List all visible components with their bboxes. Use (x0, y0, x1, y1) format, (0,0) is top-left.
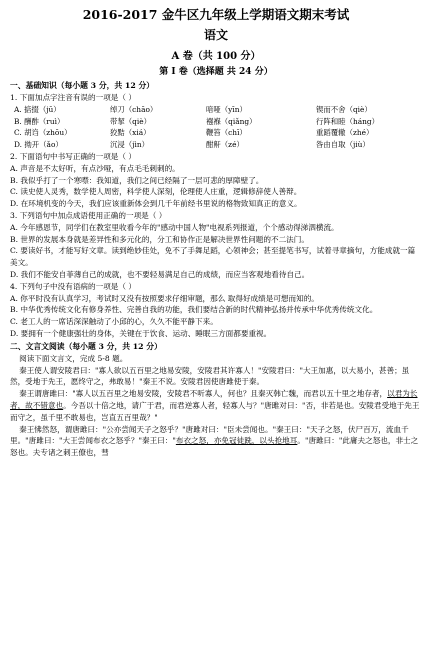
q1-opt-d3: 酣鼾（zé） (206, 140, 244, 150)
q1-opt-d1: D. 拗开（ǎo） (14, 140, 63, 150)
exam-title: 2016-2017 金牛区九年级上学期语文期末考试 (82, 7, 350, 22)
section1-heading: 一、基础知识（每小题 3 分，共 12 分） (10, 81, 155, 90)
q3-option-c: C. 要读好书，才能写好文章。读到绝妙佳处，免不了手舞足蹈，心领神会；甚至提笔书写，试着寻章摘句，方能成就一篇美文。 (10, 246, 416, 268)
q1-opt-c3: 鞭笞（chī） (206, 128, 247, 138)
q2-option-a: A. 声音是不太好听，有点沙哑，有点毛毛刺刺的。 (10, 163, 180, 173)
underlined-sentence-1: 以君为长者，故不错意也 (10, 389, 418, 410)
passage-text: 秦王谓唐雎曰："寡人以五百里之地易安陵，安陵君不听寡人，何也？且秦灭韩亡魏，而君以五十里之地存者， (19, 389, 388, 399)
q4-option-d: D. 要拥有一个健康强壮的身体，关键在于饮食、运动、睡眠三方面都要重视。 (10, 328, 272, 338)
q3-option-b: B. 世界的发展本身就是差异性和多元化的，分工和协作正是解决世界性问题的不二法门。 (10, 234, 309, 244)
q1-opt-a2: 绰刀（chāo） (110, 104, 158, 114)
q4-option-c: C. 老工人的一席话深深触动了小邱的心，久久不能平静下来。 (10, 317, 218, 327)
passage-text: 。"唐雎曰："此庸夫之怒也，非士之怒也。夫专诸之刺王僚也，彗 (10, 436, 419, 458)
section2-heading: 二、文言文阅读（每小题 3 分，共 12 分） (10, 341, 162, 351)
q4-option-b: B. 中华优秀传统文化有修身养性、完善自我的功能，我们要结合新的时代精神弘扬并传承中华优秀传统文化。 (10, 305, 378, 315)
passage-text: 。今吾以十倍之地，请广于君，而君逆寡人者，轻寡人与？"唐雎对曰："否，非若是也。安陵君受地于先王而守之，虽千里不敢易也，岂直五百里哉？" (10, 400, 420, 422)
q2-option-d: D. 在环境机变的今天，我们应该重新体会到几千年前经书里说的格物致知真正的意义。 (10, 199, 302, 209)
q1-stem: 1. 下面加点字注音有误的一项是（ ） (10, 93, 136, 102)
paper-a-title: A 卷（共 100 分） (171, 51, 261, 62)
q1-opt-a3: 喑哑（yīn） (206, 104, 247, 114)
q1-opt-c4: 重蹈覆辙（zhé） (316, 128, 374, 138)
q2-option-c: C. 读史使人灵秀，数学使人周密，科学使人深刻，伦理使人庄重，逻辑修辞使人善辩。 (10, 187, 302, 197)
q3-option-a: A. 今年感恩节，同学们在教室里收看今年的"感动中国人物"电视系列报道，个个感动得涕泗横流。 (10, 222, 339, 232)
passage-paragraph-1: 秦王使人谓安陵君曰："寡人欲以五百里之地易安陵，安陵君其许寡人！"安陵君曰："大王加惠，以大易小，甚善；虽然，受地于先王，愿终守之，弗敢易！"秦王不说。安陵君因使唐雎使于秦。 (10, 365, 410, 387)
q1-opt-a1: A. 掂掇（jū） (14, 104, 61, 114)
q1-opt-b4: 行阵和睦（háng） (316, 116, 380, 126)
q1-options (10, 104, 422, 151)
q4-option-a: A. 你平时没有认真学习，考试时又没有按照要求仔细审题，那么 取得好成绩是可想而知的。 (10, 293, 319, 303)
passage-paragraph-3 (10, 424, 422, 459)
subject-title: 语文 (203, 28, 228, 42)
reading-intro: 阅读下面文言文，完成 5-8 题。 (19, 353, 128, 363)
q4-stem: 4. 下列句子中没有语病的一项是（ ） (10, 281, 136, 291)
q1-opt-a4: 锲而不舍（qiè） (316, 104, 372, 114)
underlined-sentence-2: 布衣之怒，亦免冠徒跣，以头抢地耳 (175, 436, 298, 446)
q2-stem: 2. 下面语句中书写正确的一项是（ ） (10, 151, 136, 161)
q3-stem: 3. 下列语句中加点成语使用正确的一项是（ ） (10, 210, 167, 220)
q1-opt-c1: C. 胡诌（zhōu） (14, 128, 72, 138)
q1-opt-b3: 襁褓（qiǎng） (206, 116, 257, 126)
part1-title: 第 I 卷（选择题 共 24 分） (159, 67, 273, 77)
q1-opt-d2: 沉浸（jìn） (110, 140, 149, 150)
passage-text: 秦王怫然怒，谓唐雎曰："公亦尝闻天子之怒乎？"唐雎对曰："臣未尝闻也。"秦王曰："天子之怒，伏尸百万，流血千里。"唐雎曰："大王尝闻布衣之怒乎？"秦王曰：" (10, 424, 409, 446)
q1-opt-c2: 狡黠（xiá） (110, 128, 151, 138)
q2-option-b: B. 我似乎打了一个寒噤：我知道，我们之间已经隔了一层可悲的厚障壁了。 (10, 175, 264, 185)
q1-opt-b1: B. 酬酢（ruì） (14, 116, 65, 126)
q1-opt-d4: 咎由自取（jiù） (316, 140, 370, 150)
q1-opt-b2: 带挈（qiè） (110, 116, 152, 126)
q3-option-d: D. 我们不能安自菲薄自己的成就，也不要轻易满足自己的成绩，而应当客观地看待自己。 (10, 269, 310, 279)
passage-paragraph-2 (10, 388, 422, 423)
